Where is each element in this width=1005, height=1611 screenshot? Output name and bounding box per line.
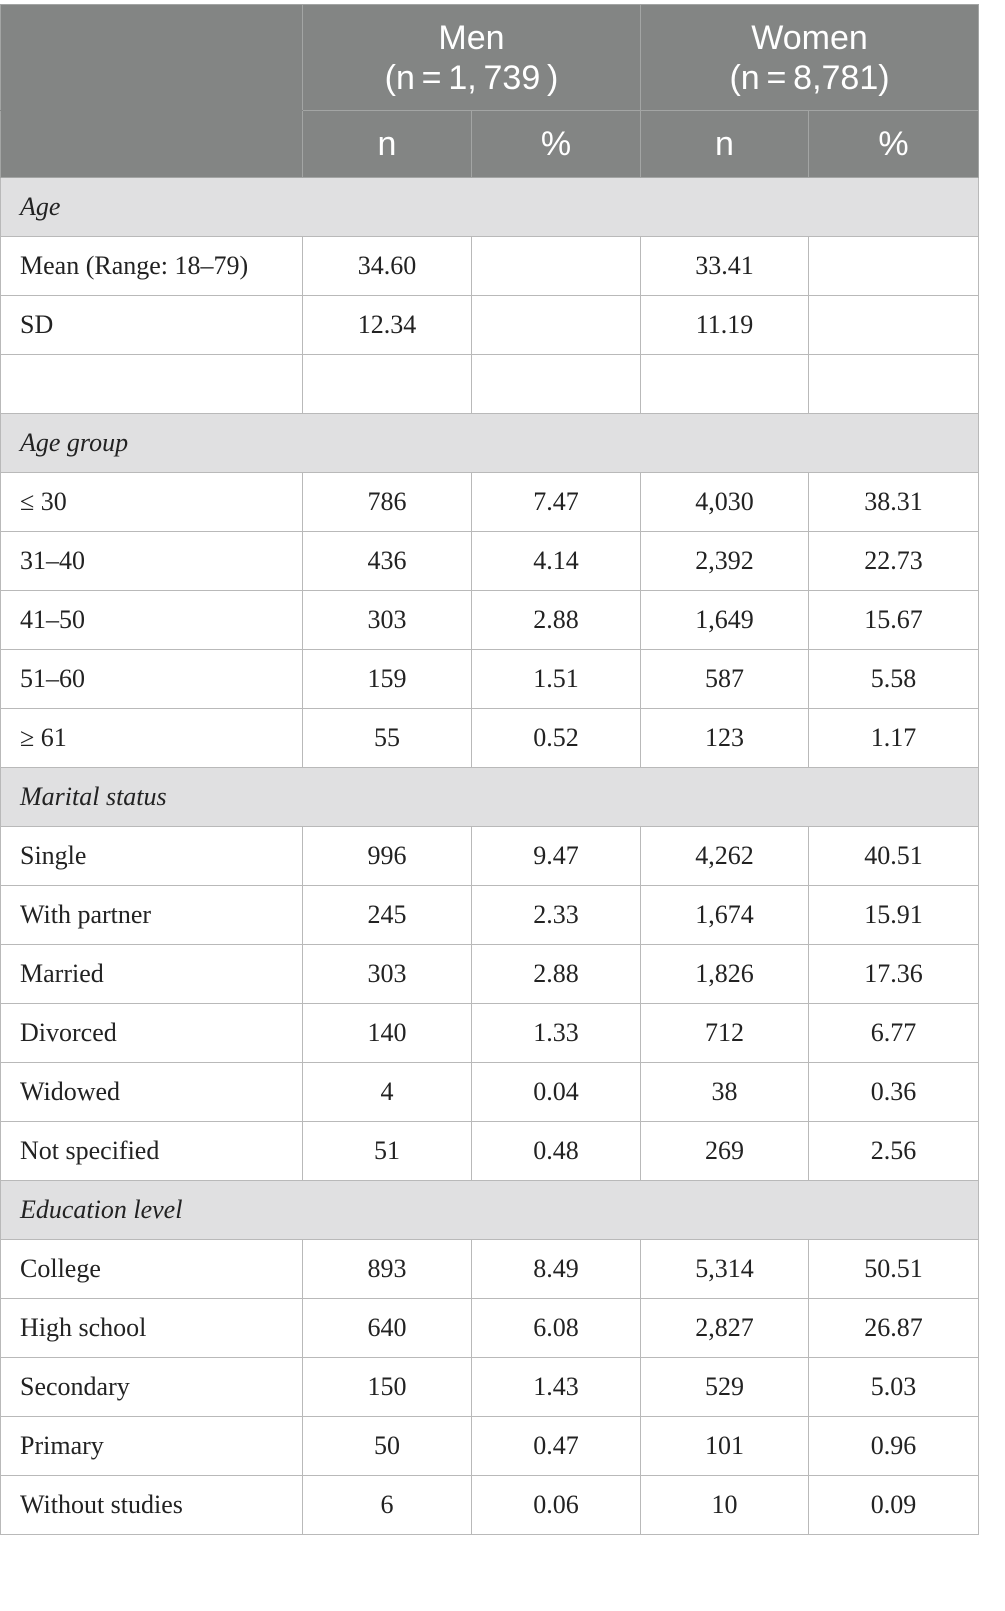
women-percent-cell: 15.67 — [809, 591, 979, 650]
women-percent-cell: 40.51 — [809, 827, 979, 886]
table-row — [1, 1476, 979, 1535]
table-header — [1, 5, 979, 178]
women-n-cell: 101 — [641, 1417, 809, 1476]
women-percent-cell: 5.03 — [809, 1358, 979, 1417]
header-corner-cell-lower — [1, 111, 303, 178]
men-percent-cell: 2.33 — [472, 886, 641, 945]
men-percent-cell: 7.47 — [472, 473, 641, 532]
men-percent-cell: 0.52 — [472, 709, 641, 768]
table-row — [1, 709, 979, 768]
row-label: Secondary — [1, 1358, 303, 1417]
row-label: Not specified — [1, 1122, 303, 1181]
men-n-cell: 6 — [303, 1476, 472, 1535]
men-percent-cell: 8.49 — [472, 1240, 641, 1299]
men-n-cell: 303 — [303, 591, 472, 650]
demographics-table-container — [0, 4, 979, 1535]
row-label: With partner — [1, 886, 303, 945]
header-women — [641, 5, 979, 111]
women-percent-cell: 6.77 — [809, 1004, 979, 1063]
women-n-cell: 4,262 — [641, 827, 809, 886]
section-header-row — [1, 178, 979, 237]
men-n-cell — [303, 355, 472, 414]
men-percent-cell: 6.08 — [472, 1299, 641, 1358]
table-row — [1, 591, 979, 650]
men-percent-cell: 0.06 — [472, 1476, 641, 1535]
men-n-cell: 996 — [303, 827, 472, 886]
women-n-cell — [641, 355, 809, 414]
section-header-row — [1, 414, 979, 473]
men-n-cell: 303 — [303, 945, 472, 1004]
men-percent-cell: 0.04 — [472, 1063, 641, 1122]
men-n-cell: 140 — [303, 1004, 472, 1063]
row-label: ≤ 30 — [1, 473, 303, 532]
row-label: 51–60 — [1, 650, 303, 709]
women-n-cell: 587 — [641, 650, 809, 709]
table-row — [1, 237, 979, 296]
header-women-n: n — [641, 111, 809, 178]
row-label: Mean (Range: 18–79) — [1, 237, 303, 296]
women-n-cell: 123 — [641, 709, 809, 768]
women-n-cell: 11.19 — [641, 296, 809, 355]
men-n-cell: 245 — [303, 886, 472, 945]
row-label: High school — [1, 1299, 303, 1358]
women-n-cell: 2,827 — [641, 1299, 809, 1358]
women-n-cell: 4,030 — [641, 473, 809, 532]
women-n-cell: 269 — [641, 1122, 809, 1181]
header-men-count: (n = 1, 739 ) — [384, 58, 559, 97]
women-percent-cell: 1.17 — [809, 709, 979, 768]
men-percent-cell: 0.47 — [472, 1417, 641, 1476]
men-n-cell: 786 — [303, 473, 472, 532]
table-row — [1, 1358, 979, 1417]
header-men-n: n — [303, 111, 472, 178]
men-percent-cell: 9.47 — [472, 827, 641, 886]
women-percent-cell — [809, 296, 979, 355]
women-n-cell: 712 — [641, 1004, 809, 1063]
table-row — [1, 1299, 979, 1358]
row-label: Primary — [1, 1417, 303, 1476]
women-n-cell: 529 — [641, 1358, 809, 1417]
header-women-count: (n = 8,781) — [729, 58, 890, 97]
men-percent-cell: 1.33 — [472, 1004, 641, 1063]
men-n-cell: 34.60 — [303, 237, 472, 296]
men-percent-cell — [472, 237, 641, 296]
men-n-cell: 640 — [303, 1299, 472, 1358]
women-percent-cell: 2.56 — [809, 1122, 979, 1181]
header-women-title: Women — [751, 18, 868, 57]
women-percent-cell: 5.58 — [809, 650, 979, 709]
row-label: College — [1, 1240, 303, 1299]
section-title: Age group — [1, 414, 979, 473]
row-label: Married — [1, 945, 303, 1004]
men-percent-cell: 0.48 — [472, 1122, 641, 1181]
women-n-cell: 2,392 — [641, 532, 809, 591]
table-row — [1, 1417, 979, 1476]
table-row — [1, 355, 979, 414]
table-row — [1, 473, 979, 532]
table-row — [1, 827, 979, 886]
table-row — [1, 886, 979, 945]
section-title: Marital status — [1, 768, 979, 827]
men-percent-cell: 1.43 — [472, 1358, 641, 1417]
section-header-row — [1, 1181, 979, 1240]
women-n-cell: 10 — [641, 1476, 809, 1535]
women-percent-cell: 22.73 — [809, 532, 979, 591]
women-n-cell: 1,826 — [641, 945, 809, 1004]
demographics-table — [0, 4, 979, 1535]
row-label: Widowed — [1, 1063, 303, 1122]
women-percent-cell: 50.51 — [809, 1240, 979, 1299]
row-label: 41–50 — [1, 591, 303, 650]
women-percent-cell — [809, 355, 979, 414]
row-label: ≥ 61 — [1, 709, 303, 768]
men-n-cell: 436 — [303, 532, 472, 591]
women-percent-cell: 17.36 — [809, 945, 979, 1004]
men-percent-cell: 4.14 — [472, 532, 641, 591]
women-percent-cell: 0.09 — [809, 1476, 979, 1535]
women-n-cell: 5,314 — [641, 1240, 809, 1299]
table-row — [1, 1004, 979, 1063]
women-n-cell: 1,649 — [641, 591, 809, 650]
men-n-cell: 12.34 — [303, 296, 472, 355]
women-n-cell: 33.41 — [641, 237, 809, 296]
men-n-cell: 159 — [303, 650, 472, 709]
table-body — [1, 178, 979, 1535]
men-n-cell: 50 — [303, 1417, 472, 1476]
table-row — [1, 532, 979, 591]
row-label: Divorced — [1, 1004, 303, 1063]
header-women-percent: % — [809, 111, 979, 178]
row-label: Without studies — [1, 1476, 303, 1535]
men-n-cell: 4 — [303, 1063, 472, 1122]
women-percent-cell: 26.87 — [809, 1299, 979, 1358]
women-percent-cell — [809, 237, 979, 296]
section-title: Education level — [1, 1181, 979, 1240]
header-corner-cell — [1, 5, 303, 111]
table-row — [1, 945, 979, 1004]
section-title: Age — [1, 178, 979, 237]
men-percent-cell — [472, 355, 641, 414]
table-row — [1, 650, 979, 709]
table-row — [1, 296, 979, 355]
women-percent-cell: 38.31 — [809, 473, 979, 532]
row-label: Single — [1, 827, 303, 886]
women-percent-cell: 0.36 — [809, 1063, 979, 1122]
row-label: SD — [1, 296, 303, 355]
table-row — [1, 1122, 979, 1181]
section-header-row — [1, 768, 979, 827]
men-n-cell: 51 — [303, 1122, 472, 1181]
women-percent-cell: 15.91 — [809, 886, 979, 945]
women-n-cell: 1,674 — [641, 886, 809, 945]
men-percent-cell: 1.51 — [472, 650, 641, 709]
header-men — [303, 5, 641, 111]
header-men-title: Men — [438, 18, 505, 57]
table-row — [1, 1240, 979, 1299]
men-n-cell: 893 — [303, 1240, 472, 1299]
table-row — [1, 1063, 979, 1122]
men-percent-cell: 2.88 — [472, 591, 641, 650]
women-percent-cell: 0.96 — [809, 1417, 979, 1476]
row-label — [1, 355, 303, 414]
women-n-cell: 38 — [641, 1063, 809, 1122]
header-men-percent: % — [472, 111, 641, 178]
men-percent-cell — [472, 296, 641, 355]
men-percent-cell: 2.88 — [472, 945, 641, 1004]
men-n-cell: 150 — [303, 1358, 472, 1417]
men-n-cell: 55 — [303, 709, 472, 768]
row-label: 31–40 — [1, 532, 303, 591]
